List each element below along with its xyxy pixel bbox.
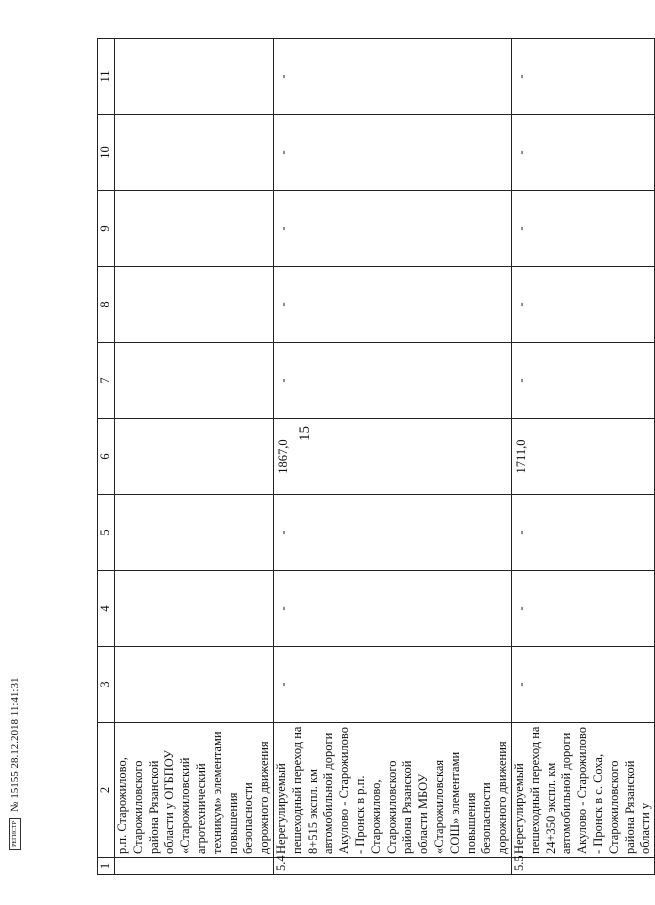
cell-col6: 1711,0 xyxy=(511,419,654,495)
cell-col3 xyxy=(115,647,274,723)
cell-col4 xyxy=(115,571,274,647)
cell-col7 xyxy=(115,343,274,419)
col-header-10: 10 xyxy=(98,115,115,191)
cell-col4: - xyxy=(511,571,654,647)
cell-col11: - xyxy=(273,39,511,115)
rotated-table-wrapper xyxy=(97,38,653,875)
table-row xyxy=(115,39,274,875)
table-row xyxy=(511,39,654,875)
data-table xyxy=(97,38,655,875)
cell-col9: - xyxy=(273,191,511,267)
cell-col5: - xyxy=(273,495,511,571)
registry-logo: РЕГИСТР xyxy=(9,818,21,850)
cell-col4: - xyxy=(273,571,511,647)
cell-col3: - xyxy=(511,647,654,723)
cell-col7: - xyxy=(511,343,654,419)
cell-col5 xyxy=(115,495,274,571)
cell-col10 xyxy=(115,115,274,191)
col-header-4: 4 xyxy=(98,571,115,647)
row-description: Нерегулируемый пешеходный переход на 24+350 экспл. км автомобильной дороги Акулово - Старожилово - Пронск в с. Соха, Старожиловского района Рязанской области у xyxy=(511,723,654,858)
registration-footer xyxy=(9,678,21,850)
col-header-11: 11 xyxy=(98,39,115,115)
cell-col9: - xyxy=(511,191,654,267)
cell-col9 xyxy=(115,191,274,267)
col-header-6: 6 xyxy=(98,419,115,495)
page-number: 15 xyxy=(297,426,313,441)
table-header-row xyxy=(98,39,115,875)
cell-col8 xyxy=(115,267,274,343)
cell-col7: - xyxy=(273,343,511,419)
cell-col6: 1867,0 xyxy=(273,419,511,495)
row-number: 5.5 xyxy=(511,858,654,875)
cell-col10: - xyxy=(273,115,511,191)
cell-col11 xyxy=(115,39,274,115)
col-header-1: 1 xyxy=(98,858,115,875)
cell-col10: - xyxy=(511,115,654,191)
col-header-9: 9 xyxy=(98,191,115,267)
col-header-2: 2 xyxy=(98,723,115,858)
col-header-8: 8 xyxy=(98,267,115,343)
cell-col11: - xyxy=(511,39,654,115)
cell-col8: - xyxy=(273,267,511,343)
col-header-5: 5 xyxy=(98,495,115,571)
cell-col3: - xyxy=(273,647,511,723)
row-number xyxy=(115,858,274,875)
cell-col8: - xyxy=(511,267,654,343)
row-description: Нерегулируемый пешеходный переход на 8+515 экспл. км автомобильной дороги Акулово - Старожилово - Пронск в р.п. Старожилово, Старожиловского района Рязанской области МБОУ «Старожиловская СОШ» элементами повышения безопасности дорожного движения xyxy=(273,723,511,858)
registration-number: № 15155 28.12.2018 11:41:31 xyxy=(9,677,21,812)
row-description: р.п. Старожилово, Старожиловского района Рязанской области у ОГБПОУ «Старожиловский агротехнический техникум» элементами повышения безопасности дорожного движения xyxy=(115,723,274,858)
row-number: 5.4 xyxy=(273,858,511,875)
cell-col6 xyxy=(115,419,274,495)
col-header-3: 3 xyxy=(98,647,115,723)
cell-col5: - xyxy=(511,495,654,571)
col-header-7: 7 xyxy=(98,343,115,419)
table-row xyxy=(273,39,511,875)
